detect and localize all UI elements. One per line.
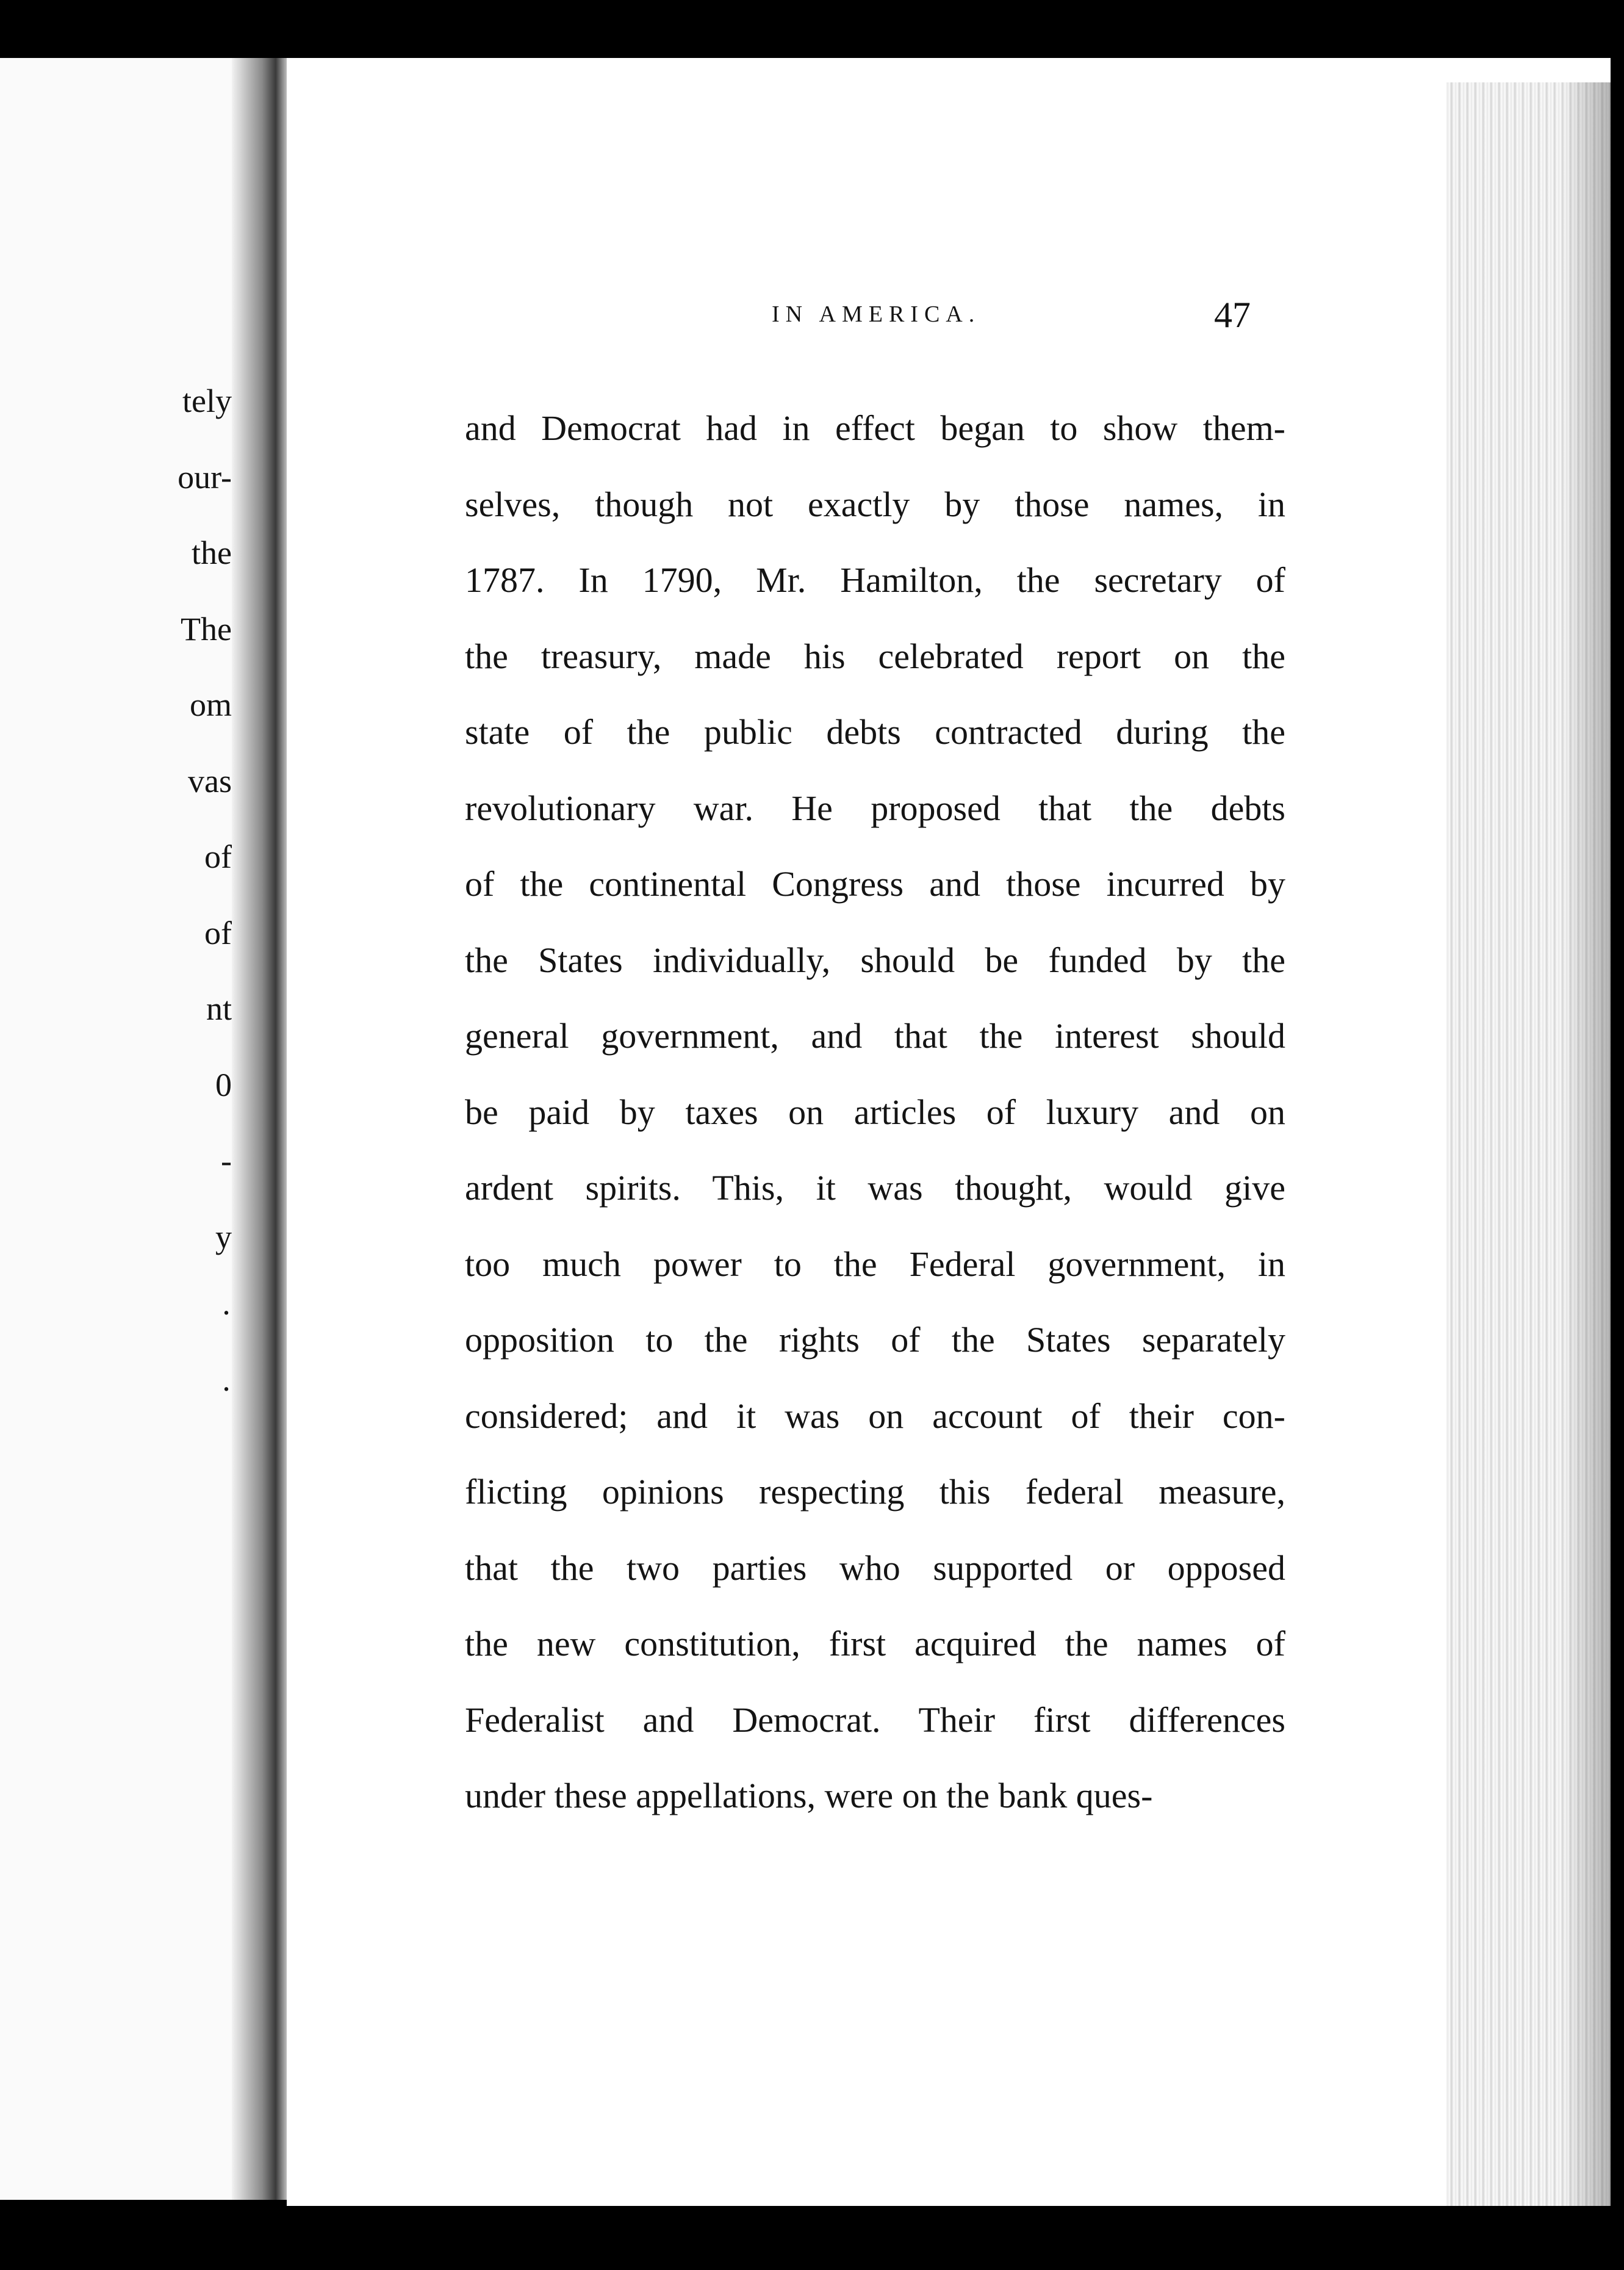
facing-page-line-fragment: y bbox=[215, 1218, 232, 1255]
page-number: 47 bbox=[1214, 295, 1251, 335]
facing-page-line-fragment: nt bbox=[206, 990, 232, 1027]
text-line: 1787. In 1790, Mr. Hamilton, the secretary of bbox=[465, 560, 1285, 600]
page-fore-edge bbox=[1446, 82, 1611, 2206]
facing-page-line-fragment: tely bbox=[182, 383, 232, 419]
facing-page-line-fragment: · bbox=[221, 1294, 232, 1331]
text-line: that the two parties who supported or opposed bbox=[465, 1548, 1285, 1588]
text-line: under these appellations, were on the bank ques- bbox=[465, 1776, 1153, 1815]
text-line: and Democrat had in effect began to show them- bbox=[465, 408, 1285, 448]
facing-page-line-fragment: - bbox=[221, 1142, 232, 1179]
text-line: Federalist and Democrat. Their first differences bbox=[465, 1699, 1285, 1740]
text-line: general government, and that the interest should bbox=[465, 1016, 1285, 1056]
text-line: the new constitution, first acquired the names of bbox=[465, 1624, 1285, 1663]
facing-page-line-fragment: of bbox=[204, 838, 232, 875]
text-line: considered; and it was on account of their con- bbox=[465, 1396, 1285, 1436]
text-line: flicting opinions respecting this federal measure, bbox=[465, 1472, 1285, 1512]
facing-page-line-fragment: of bbox=[204, 914, 232, 951]
text-line: state of the public debts contracted during the bbox=[465, 712, 1285, 752]
text-line: the treasury, made his celebrated report on the bbox=[465, 636, 1285, 676]
text-line: revolutionary war. He proposed that the debts bbox=[465, 788, 1285, 828]
scan-border bbox=[0, 2212, 1624, 2270]
text-line: be paid by taxes on articles of luxury and on bbox=[465, 1092, 1285, 1132]
facing-page-line-fragment: · bbox=[221, 1370, 232, 1407]
gutter-shadow bbox=[232, 58, 287, 2200]
facing-page-line-fragment: our- bbox=[178, 458, 232, 495]
text-line: selves, though not exactly by those names, in bbox=[465, 484, 1285, 524]
facing-page-fragment bbox=[0, 58, 287, 2200]
facing-page-line-fragment: 0 bbox=[215, 1066, 232, 1103]
text-line: too much power to the Federal government, in bbox=[465, 1244, 1285, 1284]
text-line: opposition to the rights of the States separately bbox=[465, 1320, 1285, 1360]
text-line: ardent spirits. This, it was thought, would give bbox=[465, 1168, 1285, 1208]
facing-page-line-fragment: vas bbox=[188, 762, 232, 799]
facing-page-line-fragment: om bbox=[189, 686, 232, 723]
text-line: of the continental Congress and those incurred by bbox=[465, 864, 1285, 904]
facing-page-line-fragment: the bbox=[192, 535, 232, 571]
running-head: IN AMERICA. bbox=[772, 301, 981, 327]
body-text bbox=[465, 391, 1285, 1834]
text-line: the States individually, should be funded by the bbox=[465, 940, 1285, 980]
facing-page-line-fragment: The bbox=[181, 610, 232, 647]
